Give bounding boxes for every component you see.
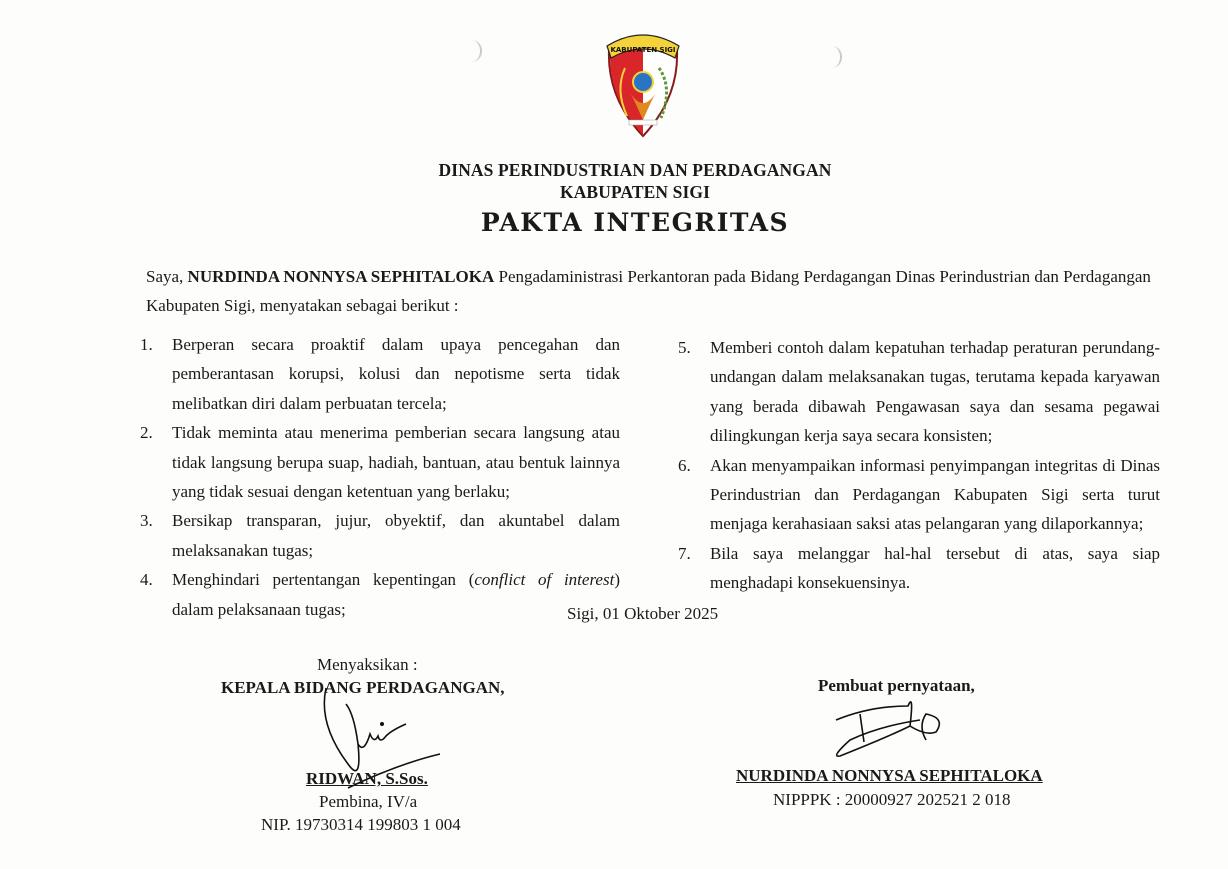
item-number: 4. [140, 570, 153, 590]
item-number: 1. [140, 335, 153, 354]
witness-name: RIDWAN, S.Sos. [306, 769, 428, 788]
item-text-part: ) dalam pelaksanaan tugas; [172, 570, 620, 619]
commitment-item [140, 418, 620, 506]
item-text: Memberi contoh dalam kepatuhan terhadap peraturan perundang-undangan dalam melaksanakan tugas, terutama kepada karyawan yang berada dibawah Pengawasan saya dan sesama pegawai dilingkungan kerja saya secara konsisten; [710, 338, 1160, 446]
item-text [172, 565, 620, 624]
commitment-item [140, 330, 620, 418]
intro-paragraph [146, 262, 1161, 320]
witness-nip: NIP. 19730314 199803 1 004 [261, 815, 461, 834]
intro-suffix: Pengadaministrasi Perkantoran pada Bidang Perdagangan Dinas Perindustrian dan Perdagangan Kabupaten Sigi, menyatakan sebagai berikut : [146, 267, 1151, 315]
declarant-signed-name: NURDINDA NONNYSA SEPHITALOKA [736, 766, 1043, 785]
item-number: 7. [678, 543, 691, 563]
commitment-item [140, 506, 620, 565]
declarant-nip: NIPPPK : 20000927 202521 2 018 [773, 790, 1011, 809]
place-date: Sigi, 01 Oktober 2025 [567, 604, 719, 623]
item-text: Bersikap transparan, jujur, obyektif, dan akuntabel dalam melaksanakan tugas; [172, 511, 620, 560]
item-text: Berperan secara proaktif dalam upaya pencegahan dan pemberantasan korupsi, kolusi dan nepotisme serta tidak melibatkan diri dalam perbuatan tercela; [172, 335, 620, 413]
declarant-label: Pembuat pernyataan, [818, 676, 975, 695]
item-number: 6. [678, 455, 691, 475]
kabupaten-sigi-emblem [603, 28, 683, 140]
item-number: 3. [140, 511, 153, 531]
item-text-italic: conflict of interest [474, 570, 615, 590]
item-text: Bila saya melanggar hal-hal tersebut di atas, saya siap menghadapi konsekuensinya. [710, 543, 1160, 593]
declarant-signature [830, 696, 950, 762]
commitment-item [678, 451, 1160, 539]
commitment-item [678, 333, 1160, 451]
office-name: DINAS PERINDUSTRIAN DAN PERDAGANGAN [438, 160, 832, 180]
commitments-right-column [678, 333, 1160, 598]
witness-position: KEPALA BIDANG PERDAGANGAN, [221, 678, 505, 697]
punch-hole-mark-right [822, 46, 842, 68]
regency-name: KABUPATEN SIGI [559, 182, 710, 202]
commitment-item [678, 539, 1160, 598]
witness-rank: Pembina, IV/a [319, 792, 418, 811]
emblem-banner-text: KABUPATEN SIGI [610, 46, 676, 54]
document-title: PAKTA INTEGRITAS [480, 208, 790, 237]
commitments-left-column [140, 330, 620, 624]
item-text-part: Menghindari pertentangan kepentingan ( [172, 570, 475, 590]
commitment-item [140, 565, 620, 624]
witness-label: Menyaksikan : [317, 655, 418, 674]
item-number: 5. [678, 338, 691, 357]
emblem-globe [633, 72, 653, 92]
declarant-name: NURDINDA NONNYSA SEPHITALOKA [187, 267, 495, 286]
punch-hole-mark-left [462, 40, 482, 62]
intro-prefix: Saya, [146, 267, 184, 286]
emblem-motto-ribbon [629, 120, 657, 125]
item-text: Akan menyampaikan informasi penyimpangan integritas di Dinas Perindustrian dan Perdagangan Kabupaten Sigi serta turut menjaga kerahasiaan saksi atas pelangaran yang dilaporkannya; [710, 455, 1160, 534]
item-number: 2. [140, 423, 153, 443]
item-text: Tidak meminta atau menerima pemberian secara langsung atau tidak langsung berupa suap, hadiah, bantuan, atau bentuk lainnya yang tidak sesuai dengan ketentuan yang berlaku; [172, 423, 620, 502]
